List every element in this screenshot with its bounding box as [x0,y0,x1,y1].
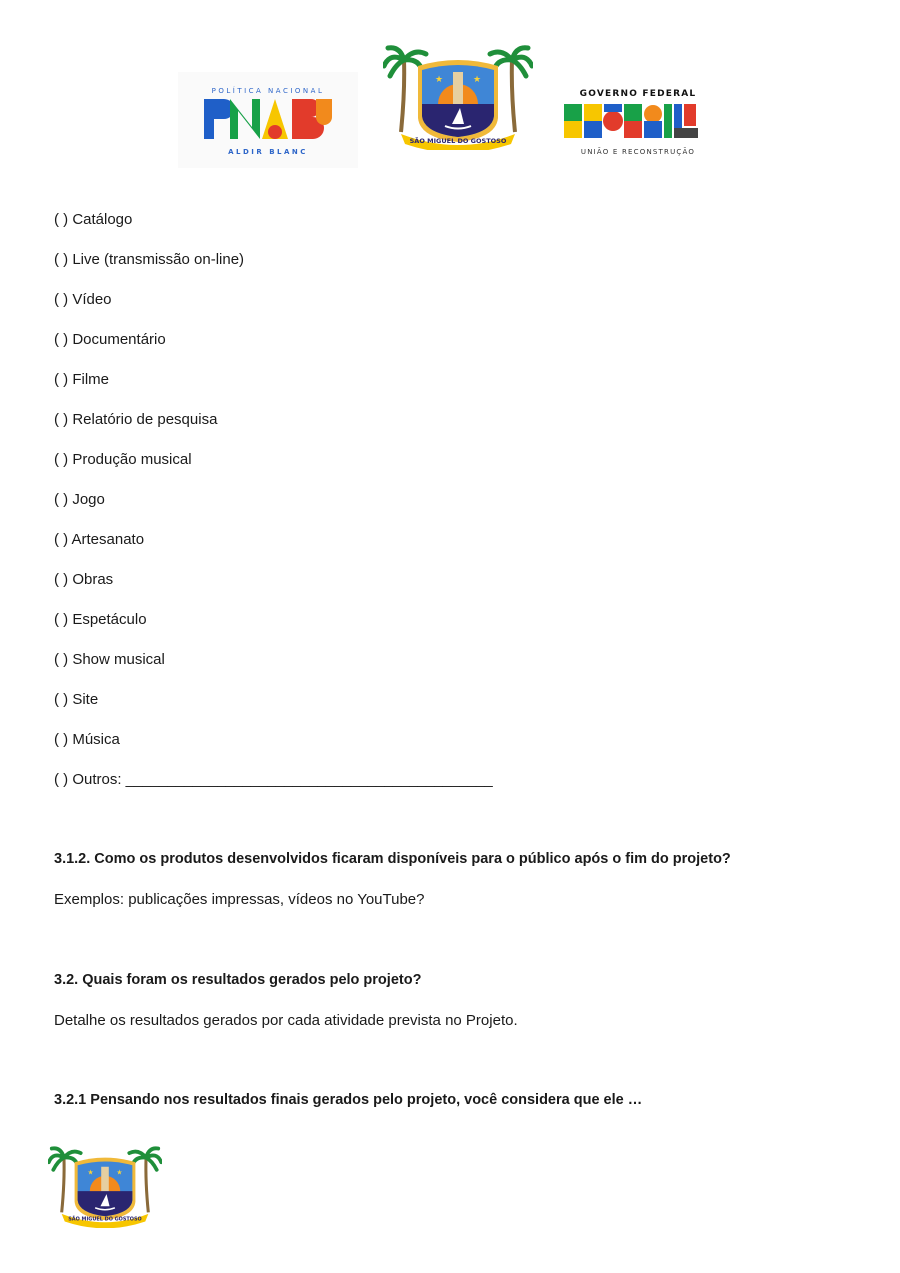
sao-miguel-crest-logo [383,42,533,150]
footer-crest-ribbon-text: SÃO MIGUEL DO GOSTOSO [68,1216,142,1223]
option-jogo[interactable]: ( ) Jogo [54,491,105,508]
gov-logo-top-text: GOVERNO FEDERAL [579,89,697,99]
section-heading-3-2-1: 3.2.1 Pensando nos resultados finais gerados pelo projeto, você considera que ele … [54,1092,643,1108]
option-video[interactable]: ( ) Vídeo [54,291,112,308]
footer-crest-logo [48,1142,162,1228]
option-documentario[interactable]: ( ) Documentário [54,331,166,348]
option-show-musical[interactable]: ( ) Show musical [54,651,165,668]
gov-logo-bottom-text: UNIÃO E RECONSTRUÇÃO [580,148,696,156]
option-site[interactable]: ( ) Site [54,691,99,708]
section-heading-3-2: 3.2. Quais foram os resultados gerados pelo projeto? [54,972,422,988]
option-musica[interactable]: ( ) Música [54,731,120,748]
option-obras[interactable]: ( ) Obras [54,571,114,588]
option-filme[interactable]: ( ) Filme [54,371,109,388]
star-icon: ★ [473,74,482,84]
pnab-logo-bottom-text: ALDIR BLANC [228,148,308,156]
pnab-wordmark-shapes [204,99,332,139]
star-icon: ★ [116,1169,123,1177]
governo-federal-brasil-logo [558,82,718,162]
section-heading-3-1-2: 3.1.2. Como os produtos desenvolvidos ficaram disponíveis para o público após o fim do projeto? [54,851,731,867]
option-live[interactable]: ( ) Live (transmissão on-line) [54,251,245,268]
section-text-3-1-2: Exemplos: publicações impressas, vídeos no YouTube? [54,891,425,908]
brasil-wordmark-shapes [564,104,698,138]
star-icon: ★ [435,74,444,84]
pnab-logo [178,72,358,168]
option-catalogo[interactable]: ( ) Catálogo [54,211,133,228]
option-producao-musical[interactable]: ( ) Produção musical [54,451,192,468]
crest-ribbon-text: SÃO MIGUEL DO GOSTOSO [409,137,507,145]
pnab-logo-top-text: POLÍTICA NACIONAL [211,87,325,95]
option-outros[interactable]: ( ) Outros: ____________________________________________ [54,771,493,788]
section-text-3-2: Detalhe os resultados gerados por cada atividade prevista no Projeto. [54,1012,518,1029]
option-espetaculo[interactable]: ( ) Espetáculo [54,611,147,628]
option-relatorio-pesquisa[interactable]: ( ) Relatório de pesquisa [54,411,218,428]
star-icon: ★ [87,1169,94,1177]
option-artesanato[interactable]: ( ) Artesanato [54,531,145,548]
